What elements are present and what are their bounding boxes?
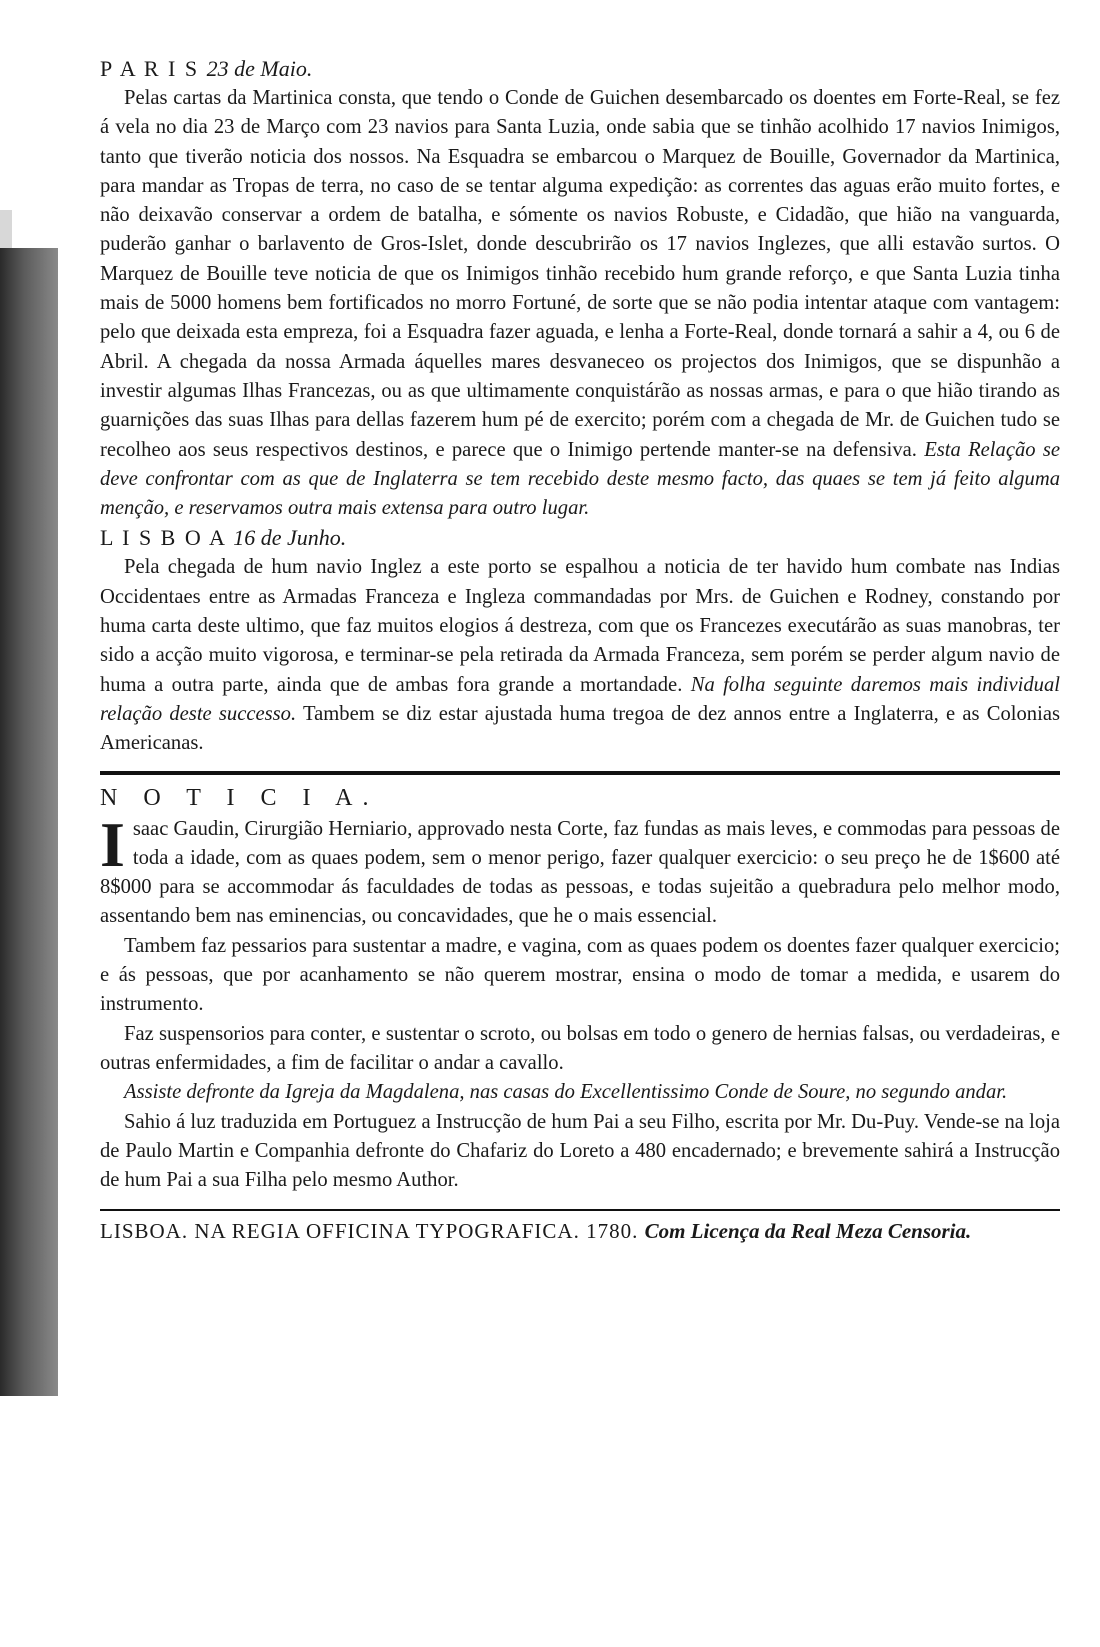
paris-note: Esta Relação se deve confrontar com as que de Inglaterra se tem recebido deste mesmo facto, das quaes se tem já feito alguma menção, e reservamos outra mais extensa para outro lugar. — [100, 438, 1060, 520]
lisboa-date: 16 de Junho. — [233, 525, 347, 551]
binding-shadow — [0, 248, 58, 1396]
page-edge-highlight — [0, 210, 12, 250]
lisboa-closing: Tambem se diz estar ajustada huma tregoa de dez annos entre a Inglaterra, e as Colonias Americanas. — [100, 702, 1060, 755]
lisboa-note: Na folha seguinte daremos mais individual relação deste successo. — [100, 673, 1060, 725]
imprint-license: Com Licença da Real Meza Censoria. — [644, 1219, 972, 1244]
drop-cap: I — [100, 808, 125, 880]
lisboa-report — [100, 553, 1060, 758]
paris-report — [100, 84, 1060, 523]
imprint-text: LISBOA. NA REGIA OFFICINA TYPOGRAFICA. 1780. — [100, 1219, 639, 1244]
section-divider — [100, 771, 1060, 775]
noticia-first-paragraph — [100, 808, 1060, 932]
noticia-p5: Sahio á luz traduzida em Portuguez a Instrucção de hum Pai a seu Filho, escrita por Mr. Du-Puy. Vende-se na loja de Paulo Martin e Companhia defronte do Chafariz do Loreto a 480 encadernado; e brevemente sahirá a Instrucção de hum Pai a sua Filha pelo mesmo Author. — [100, 1110, 1060, 1192]
paris-dateline — [100, 54, 1060, 84]
lisboa-place: L I S B O A — [100, 525, 226, 551]
noticia-p1: saac Gaudin, Cirurgião Herniario, approvado nesta Corte, faz fundas as mais leves, e commodas para pessoas de toda a idade, com as quaes podem, sem o menor perigo, fazer qualquer exercicio: o seu preço he de 1$600 até 8$000 para se accommodar ás faculdades de todas as pessoas, e todas sujeitão a quebradura pelo melhor modo, assentando bem nas eminencias, ou concavidades, que he o mais essencial. — [100, 817, 1060, 928]
noticia-heading: N O T I C I A. — [100, 784, 379, 811]
noticia-p3: Faz suspensorios para conter, e sustentar o scroto, ou bolsas em todo o genero de hernias falsas, ou verdadeiras, e outras enfermidades, a fim de facilitar o andar a cavallo. — [100, 1022, 1060, 1074]
imprint-divider — [100, 1209, 1060, 1211]
noticia-p4 — [100, 1078, 1060, 1107]
imprint-line — [100, 1217, 1060, 1246]
paris-place: P A R I S — [100, 56, 200, 81]
lisboa-paragraph: Pela chegada de hum navio Inglez a este porto se espalhou a noticia de ter havido hum combate nas Indias Occidentaes entre as Armadas Franceza e Ingleza commandadas por Mrs. de Guichen e Rodney, constando por huma carta deste ultimo, que faz muitos elogios á destreza, com que os Francezes executárão as suas manobras, ter sido a acção muito vigorosa, e terminar-se pela retirada da Armada Franceza, sem porém se perder algum navio de huma a outra parte, ainda que de ambas fora grande a mortandade. — [100, 556, 1060, 696]
address-text: Assiste defronte da Igreja da Magdalena, nas casas do Excellentissimo Conde de Soure, no segundo andar. — [124, 1081, 1008, 1104]
lisboa-dateline — [100, 523, 1060, 553]
newspaper-page — [100, 54, 1060, 1247]
noticia-p2: Tambem faz pessarios para sustentar a madre, e vagina, com as quaes podem os doentes fazer qualquer exercicio; e ás pessoas, que por acanhamento se não querem mostrar, ensina o modo de tomar a medida, e usarem do instrumento. — [100, 934, 1060, 1016]
paris-paragraph: Pelas cartas da Martinica consta, que tendo o Conde de Guichen desembarcado os doentes em Forte-Real, se fez á vela no dia 23 de Março com 23 navios para Santa Luzia, onde sabia que se tinhão acolhido 17 navios Inimigos, tanto que tiverão noticia dos nossos. Na Esquadra se embarcou o Marquez de Bouille, Governador da Martinica, para mandar as Tropas de terra, no caso de se tentar alguma expedição: as correntes das aguas erão muito fortes, e não deixavão conservar a ordem de batalha, e sómente os navios Robuste, e Cidadão, que hião na vanguarda, puderão ganhar o barlavento de Gros-Islet, donde descubrirão os 17 navios Inglezes, que alli estavão surtos. O Marquez de Bouille teve noticia de que os Inimigos tinhão recebido hum grande reforço, e que Santa Luzia tinha mais de 5000 homens bem fortificados no morro Fortuné, de sorte que se não podia intentar ataque com vantagem: pelo que deixada esta empreza, foi a Esquadra fazer aguada, e lenha a Forte-Real, donde tornará a sahir a 4, ou 6 de Abril. A chegada da nossa Armada áquelles mares desvaneceo os projectos dos Inimigos, que se dispunhão a investir algumas Ilhas Francezas, ou as que ultimamente conquistárão as nossas armas, e para o que hião tirando as guarnições das suas Ilhas para dellas fazerem hum pé de exercito; porém com a chegada de Mr. de Guichen tudo se recolheo aos seus respectivos destinos, e parece que o Inimigo pertende manter-se na defensiva. — [100, 87, 1060, 461]
paris-date: 23 de Maio. — [206, 56, 313, 81]
